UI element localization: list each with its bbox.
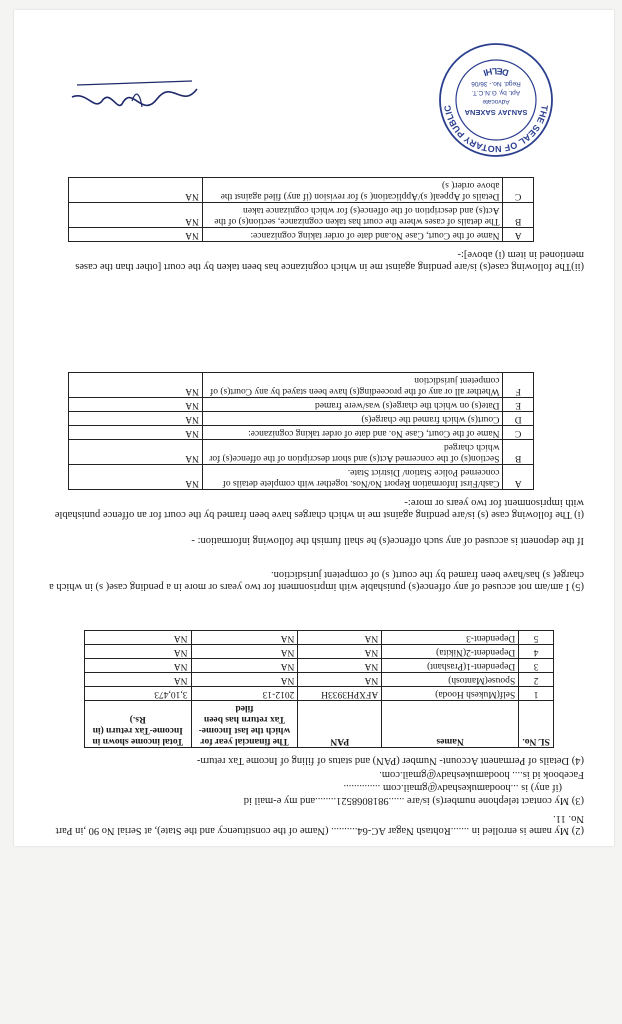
- pan-table-header: [85, 701, 554, 748]
- row-value: NA: [69, 398, 203, 412]
- table-row: [85, 631, 554, 645]
- row-description: Details of Appeal( s)/Application( s) for revision (if any) filed against the above order( s): [202, 178, 503, 203]
- row-description: Whether all or any of the proceeding(s) have been stayed by any Court(s) of competent jurisdiction: [202, 373, 502, 398]
- table-row: [69, 373, 534, 398]
- row-letter: A: [503, 228, 534, 242]
- row-description: Court(s) which framed the charge(s): [202, 412, 502, 426]
- cell-year: NA: [191, 631, 298, 645]
- seal-title: Advocate: [482, 98, 510, 105]
- table-row: [85, 659, 554, 673]
- seal-outer-bottom: DELHI: [482, 66, 510, 79]
- row-description: The details of cases where the court has taken cognizance, section(s) of the Act(s) and description of the offence(s) for which cognizance taken: [202, 203, 503, 228]
- row-description: Name of the Court, Case No.and date of order taking cognizance:: [202, 228, 503, 242]
- item-4-text: (4) Details of Permanent Account- Number (PAN) and status of filing of Income Tax return-: [196, 755, 584, 766]
- table-row: [69, 178, 534, 203]
- item-ii-text: (ii)The following case(s) is/are pending against me in which cognizance has been taken by the court [other than the cases mentioned in item (i) above]:-: [75, 249, 584, 272]
- table-row: [69, 203, 534, 228]
- notary-seal: [436, 40, 556, 160]
- cell-income: 3,10,473: [85, 687, 192, 701]
- header-names: Names: [382, 701, 519, 748]
- cell-sl: 2: [519, 673, 554, 687]
- row-letter: A: [503, 465, 534, 490]
- row-letter: B: [503, 203, 534, 228]
- row-value: NA: [69, 440, 203, 465]
- row-value: NA: [69, 373, 203, 398]
- item-3-line2: (if any) is ...hoodamukeshadv@gmail.com ..............: [343, 782, 562, 793]
- header-financial-year: The financial year for which the last Income-Tax return has been filed: [191, 701, 298, 748]
- row-letter: B: [503, 440, 534, 465]
- if-accused-text: If the deponent is accused of any such offence(s) he shall furnish the following information: -: [191, 535, 584, 546]
- cell-income: NA: [85, 659, 192, 673]
- header-pan: PAN: [298, 701, 382, 748]
- row-value: NA: [69, 178, 203, 203]
- charges-table: [68, 372, 534, 490]
- cell-name: Self(Mukesh Hooda): [382, 687, 519, 701]
- table-row: [69, 228, 534, 242]
- table-row: [85, 673, 554, 687]
- signature: [62, 69, 202, 119]
- item-3-line3: Facebook id is.... hoodamukeshadv@gmail.com.: [379, 769, 584, 780]
- header-total-income: Total income shown in Income-Tax return (in Rs.): [85, 701, 192, 748]
- cell-name: Spouse(Mantosh): [382, 673, 519, 687]
- pan-table: [84, 630, 554, 748]
- cell-income: NA: [85, 645, 192, 659]
- table-row: [69, 412, 534, 426]
- row-description: Date(s) on which the charge(s) was/were framed: [202, 398, 502, 412]
- cell-sl: 5: [519, 631, 554, 645]
- cell-income: NA: [85, 631, 192, 645]
- table-row: [69, 398, 534, 412]
- cell-year: NA: [191, 673, 298, 687]
- cell-pan: NA: [298, 631, 382, 645]
- cell-sl: 4: [519, 645, 554, 659]
- table-row: [69, 440, 534, 465]
- cell-year: NA: [191, 645, 298, 659]
- row-value: NA: [69, 465, 203, 490]
- svg-text:DELHI: [482, 66, 510, 78]
- row-description: Cash/First Information Report No/Nos. together with complete details of concerned Police Station/ District State.: [202, 465, 502, 490]
- cell-sl: 3: [519, 659, 554, 673]
- header-sl-no: SL No.: [519, 701, 554, 748]
- row-value: NA: [69, 412, 203, 426]
- row-letter: C: [503, 178, 534, 203]
- row-letter: E: [503, 398, 534, 412]
- table-row: [69, 465, 534, 490]
- row-description: Section(s) of the concerned Act(s) and short description of the offence(s) for which charged: [202, 440, 502, 465]
- row-value: NA: [69, 426, 203, 440]
- cell-year: 2012-13: [191, 687, 298, 701]
- cell-pan: NA: [298, 673, 382, 687]
- cell-year: NA: [191, 659, 298, 673]
- row-value: NA: [69, 203, 203, 228]
- cell-name: Dependent-2(Nikita): [382, 645, 519, 659]
- cell-name: Dependent-1(Prashant): [382, 659, 519, 673]
- cognizance-table: [68, 177, 534, 242]
- row-letter: D: [503, 412, 534, 426]
- seal-outer-top: THE SEAL OF NOTARY PUBLIC: [442, 104, 550, 155]
- row-letter: C: [503, 426, 534, 440]
- cell-name: Dependent-3: [382, 631, 519, 645]
- item-5-text: (5) I am/am not accused of any offence(s) punishable with imprisonment for two years or more in a pending case( s) in which a charge( s) has/have been framed by the court( s) of competent jurisdiction.: [49, 569, 584, 592]
- item-2-text: (2) My name is enrolled in .......Rohtash Nagar AC-64.......... (Name of the constituency and the State), at Serial No 90 ,in Part No. 11.: [55, 813, 584, 836]
- seal-name: SANJAY SAXENA: [464, 108, 528, 117]
- cell-income: NA: [85, 673, 192, 687]
- seal-registration: Regd. No.- 36/06: [471, 80, 521, 87]
- cell-pan: NA: [298, 645, 382, 659]
- row-letter: F: [503, 373, 534, 398]
- table-row: [85, 645, 554, 659]
- seal-appointment: Apt. by. G.N.C.T.: [471, 89, 521, 96]
- cell-pan: NA: [298, 659, 382, 673]
- cell-pan: AFXPH3933H: [298, 687, 382, 701]
- row-value: NA: [69, 228, 203, 242]
- table-row: [85, 687, 554, 701]
- item-i-text: (i) The following case (s) is/are pending against me in which charges have been framed by the court for an offence punishable with imprisonment for two years or more:-: [54, 497, 584, 520]
- row-description: Name of the Court, Case No. and date of order taking cognizance:: [202, 426, 502, 440]
- cell-sl: 1: [519, 687, 554, 701]
- table-row: [69, 426, 534, 440]
- item-3-line1: (3) My contact telephone number(s) is/are ......9818068521........and my e-mail id: [243, 795, 584, 806]
